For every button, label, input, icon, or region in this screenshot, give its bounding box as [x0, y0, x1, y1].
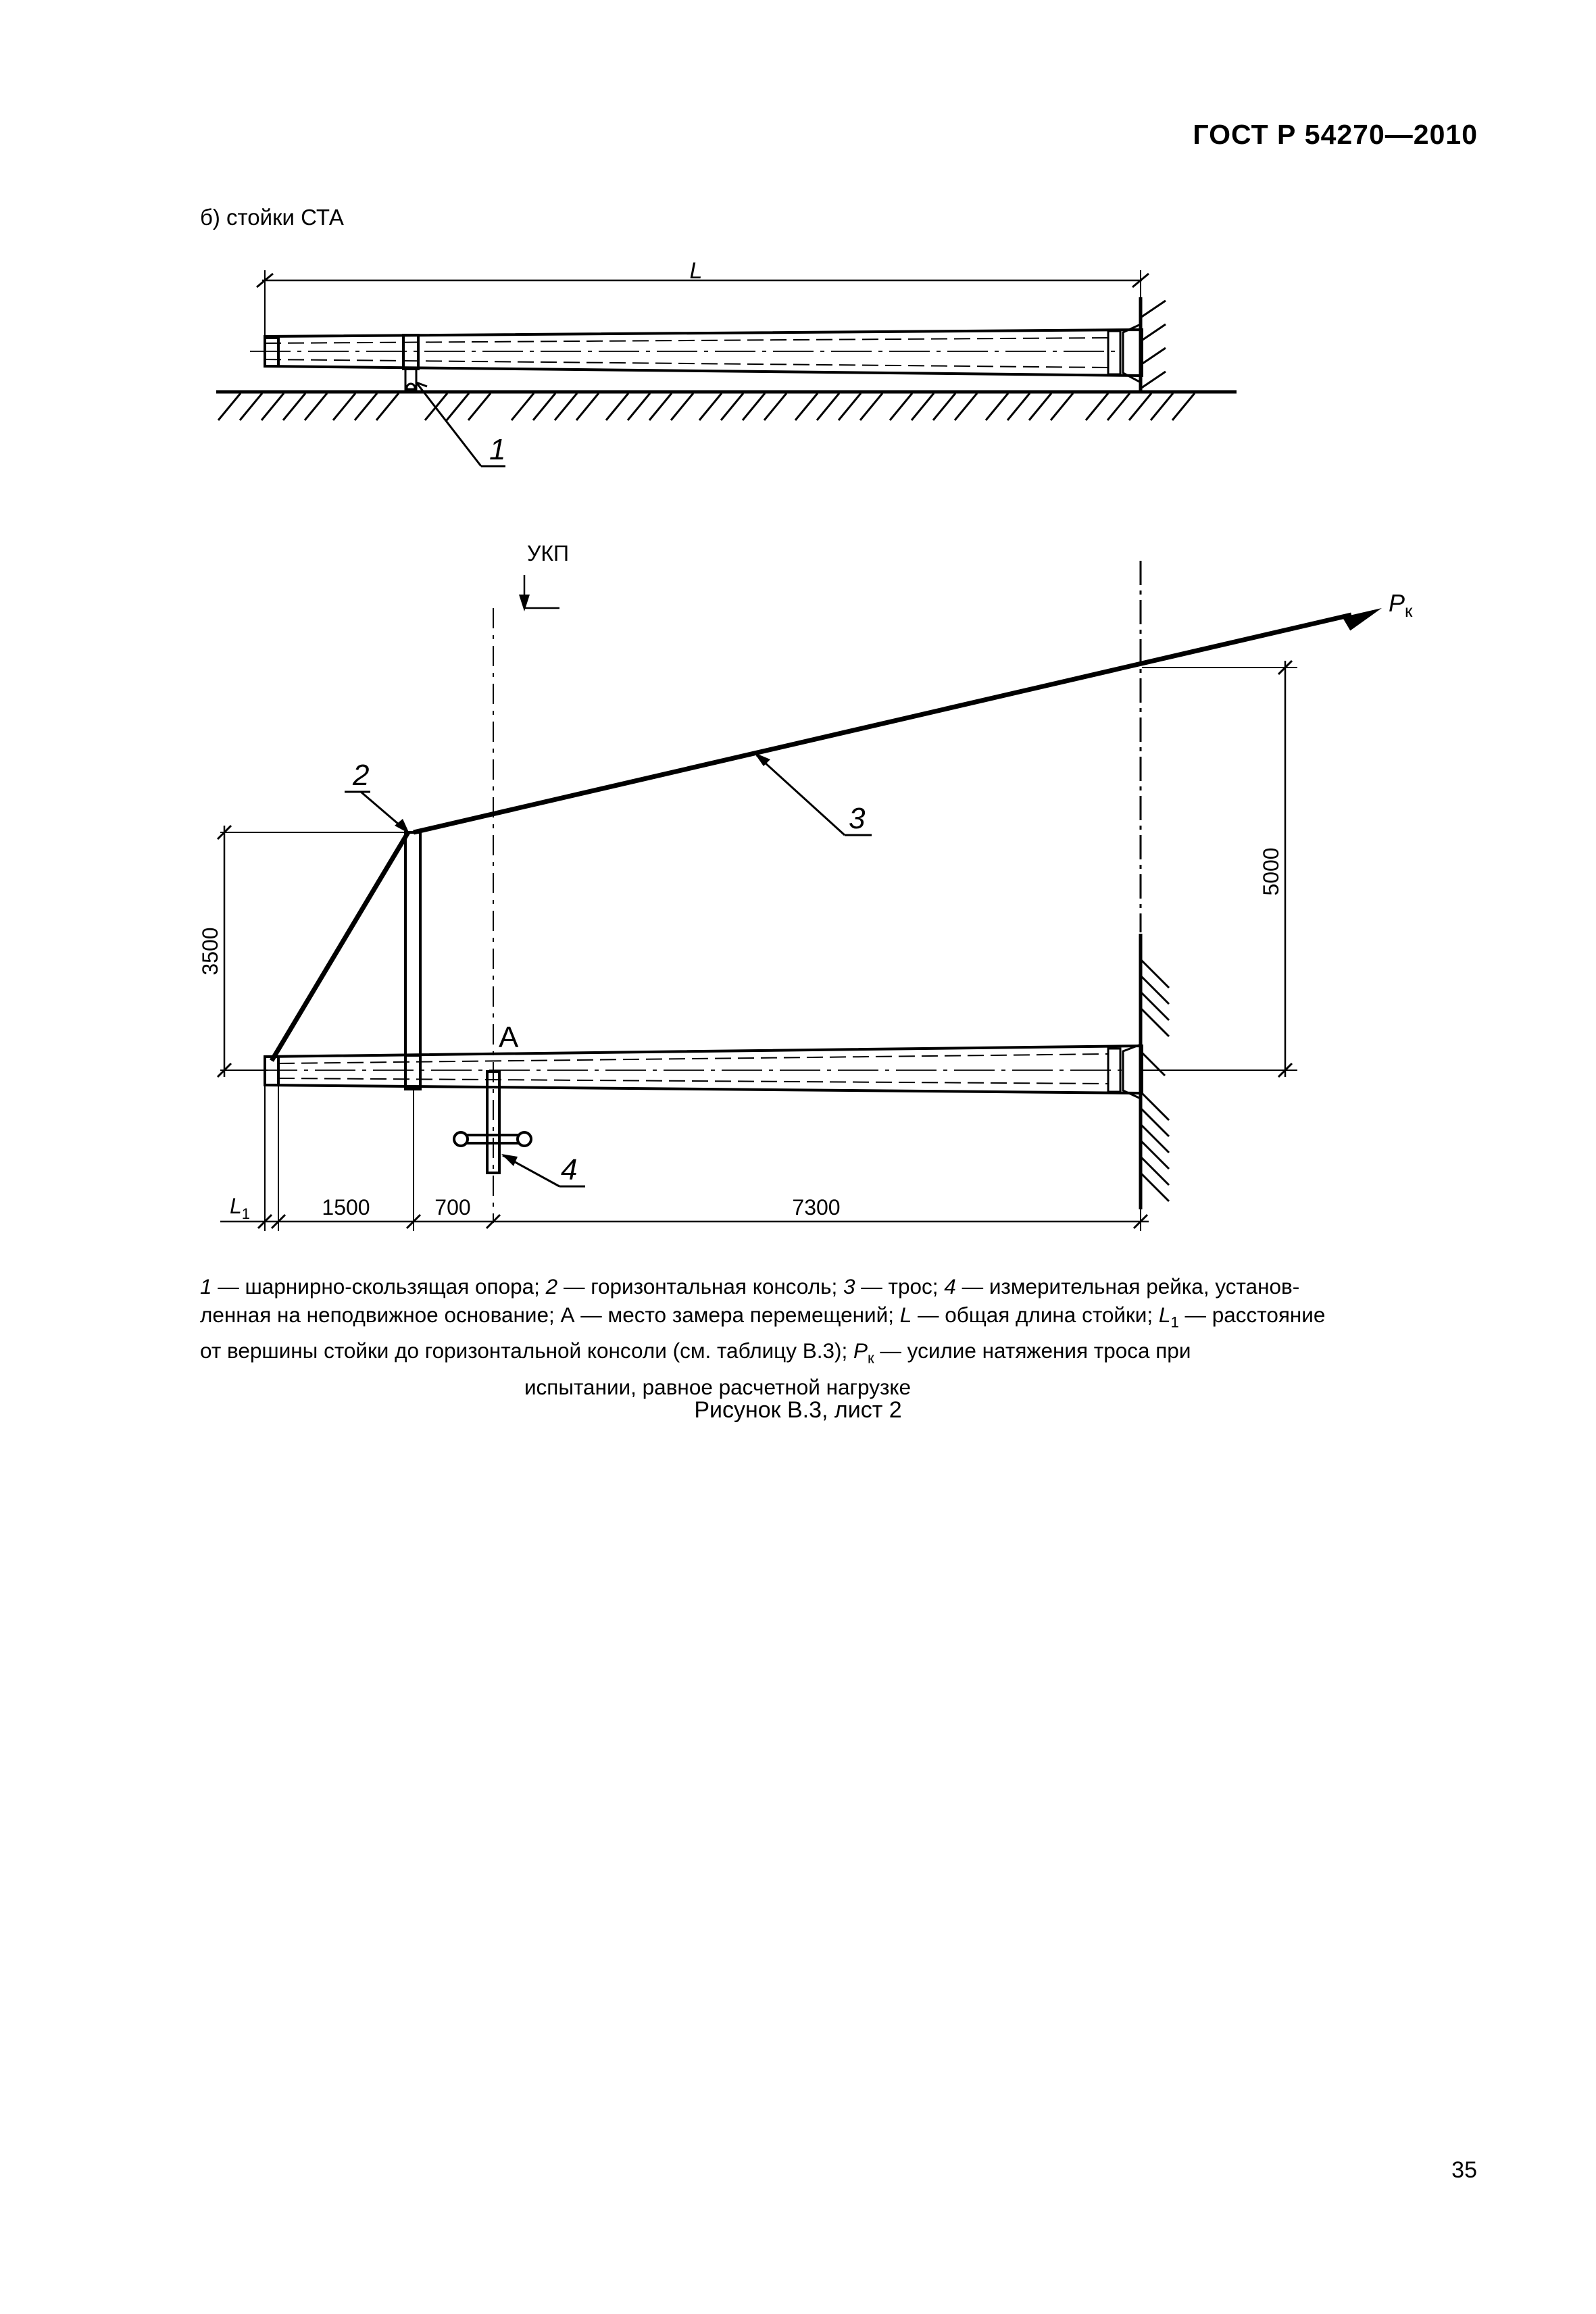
dim-l1: $L_1$: [230, 1194, 251, 1222]
legend-line-4: испытании, равное расчетной нагрузке: [524, 1374, 912, 1399]
callout-1: 1: [489, 433, 506, 466]
pole-main: [265, 1046, 1142, 1093]
force-arrow: [1343, 608, 1385, 632]
point-a: A: [499, 1021, 519, 1054]
figure-title: Рисунок В.3, лист 2: [694, 1397, 902, 1423]
force-label: $P_к$: [1389, 589, 1413, 621]
legend-line-2: ленная на неподвижное основание; А — место замера перемещений; L — общая длина стойки; $L_1$ — расстояние: [200, 1303, 1326, 1331]
standard-number: ГОСТ Р 54270—2010: [1193, 119, 1478, 150]
page-number: 35: [1451, 2157, 1477, 2183]
top-view-drawing: [216, 258, 1237, 466]
dim-1500: 1500: [322, 1195, 370, 1219]
dim-7300: 7300: [792, 1195, 841, 1219]
horizontal-console: [405, 832, 420, 1089]
legend-line-1: 1 — шарнирно-скользящая опора; 2 — горизонтальная консоль; 3 — трос; 4 — измерительная рейка, установ-: [200, 1274, 1300, 1299]
callout-3: 3: [849, 802, 866, 835]
dim-700: 700: [434, 1195, 471, 1219]
callout-2: 2: [353, 759, 370, 792]
dim-3500: 3500: [198, 927, 222, 976]
figure-subtitle: б) стойки СТА: [200, 205, 344, 230]
cable: [414, 615, 1351, 832]
dim-5000: 5000: [1259, 847, 1283, 896]
callout-4: 4: [561, 1153, 578, 1186]
main-test-drawing: [198, 541, 1413, 1231]
dim-label-L: L: [689, 258, 703, 284]
ukp-label: УКП: [527, 541, 569, 565]
pole-top: [265, 330, 1142, 376]
ground-hatch: [218, 393, 1195, 420]
figure-legend: [200, 1272, 1438, 1401]
legend-line-3: от вершины стойки до горизонтальной консоли (см. таблицу В.3); $P_к$ — усилие натяжения троса при: [200, 1338, 1191, 1367]
